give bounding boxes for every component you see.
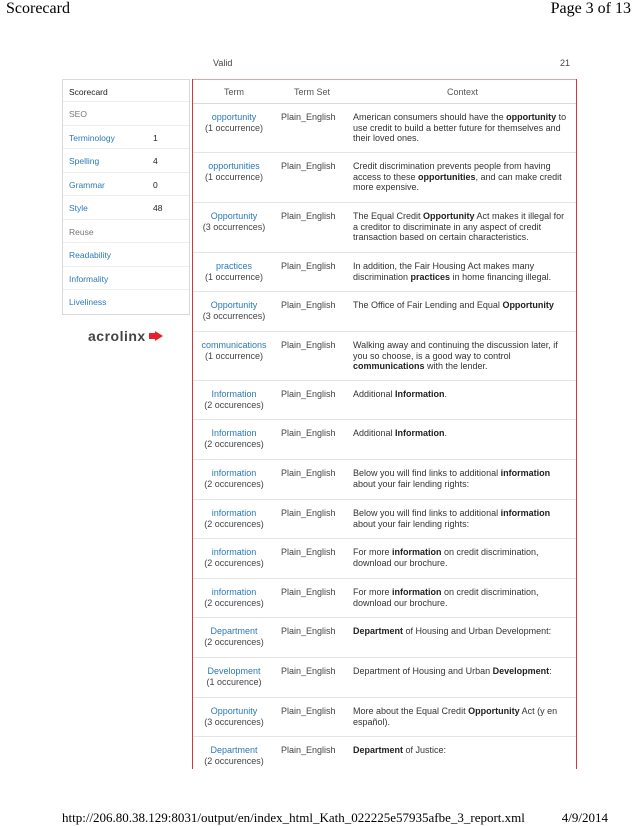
term-set-cell: Plain_English [275, 292, 349, 332]
table-row [193, 292, 576, 332]
table-row [193, 658, 576, 698]
context-text: : [549, 666, 552, 676]
occurrence-count: (2 occurences) [204, 636, 264, 647]
term-table-container [192, 79, 577, 769]
context-text: about your fair lending rights: [353, 518, 470, 529]
context-cell [349, 579, 576, 618]
table-row [193, 153, 576, 203]
sidebar-item-count: 0 [153, 179, 158, 190]
term-link[interactable]: information [211, 508, 257, 518]
acrolinx-logo [88, 328, 163, 344]
term-set-cell: Plain_English [275, 500, 349, 539]
term-cell [193, 332, 275, 381]
context-cell [349, 420, 576, 460]
occurrence-count: (2 occurences) [204, 518, 264, 529]
occurrence-count: (1 occurrence) [204, 350, 264, 361]
context-cell [349, 292, 576, 332]
context-text: of Justice: [403, 745, 447, 755]
context-text: in home financing illegal. [450, 271, 552, 282]
term-link[interactable]: information [211, 587, 257, 597]
context-text: to use credit to build a better future for themselves and their loved ones. [353, 112, 567, 143]
logo-arrow-icon [149, 331, 163, 341]
context-highlight: information [500, 468, 551, 478]
context-highlight: opportunity [506, 112, 557, 122]
context-text: . [444, 428, 448, 438]
term-set-cell: Plain_English [275, 698, 349, 737]
status-count: 21 [560, 58, 571, 68]
term-set-cell: Plain_English [275, 579, 349, 618]
context-text: More about the Equal Credit [353, 706, 469, 716]
page-number: Page 3 of 13 [550, 0, 631, 17]
context-cell [349, 203, 576, 253]
sidebar-item-style[interactable] [63, 196, 189, 220]
table-row [193, 698, 576, 737]
column-header-term-set: Term Set [275, 79, 349, 104]
occurrence-count: (1 occurrence) [204, 271, 264, 282]
context-text: For more [353, 547, 393, 557]
context-highlight: Information [395, 389, 445, 399]
term-link[interactable]: Opportunity [210, 211, 258, 221]
sidebar-item-label: Readability [69, 250, 112, 260]
sidebar-item-count: 48 [153, 203, 163, 213]
context-cell [349, 332, 576, 381]
context-text: Additional [353, 428, 396, 438]
sidebar-item-label: Informality [69, 273, 109, 284]
context-text: Act makes it illegal for a creditor to discriminate in any aspect of credit transaction based on certain characteristics. [353, 211, 565, 242]
occurrence-count: (3 occurrences) [202, 310, 266, 321]
context-highlight: Opportunity [468, 706, 520, 716]
context-highlight: information [500, 508, 551, 518]
table-row [193, 737, 576, 770]
term-cell [193, 737, 275, 770]
term-cell [193, 460, 275, 500]
term-cell [193, 381, 275, 420]
context-highlight: Information [395, 428, 445, 438]
term-cell [193, 618, 275, 658]
term-cell [193, 153, 275, 203]
context-text: . [444, 389, 448, 399]
context-highlight: communications [353, 361, 425, 371]
sidebar-item-seo[interactable] [63, 102, 189, 126]
term-set-cell: Plain_English [275, 420, 349, 460]
term-cell [193, 420, 275, 460]
term-cell [193, 579, 275, 618]
context-text: The Equal Credit [353, 211, 424, 221]
occurrence-count: (1 occurrence) [204, 171, 264, 182]
term-link[interactable]: Opportunity [210, 706, 258, 716]
sidebar-item-label: Liveliness [69, 297, 107, 307]
term-cell [193, 104, 275, 153]
column-header-context: Context [349, 79, 576, 104]
context-cell [349, 658, 576, 698]
context-cell [349, 460, 576, 500]
sidebar-item-label: Reuse [69, 226, 94, 237]
term-table [193, 79, 576, 769]
table-row [193, 539, 576, 579]
context-text: Additional [353, 389, 396, 399]
table-row [193, 460, 576, 500]
sidebar-item-reuse[interactable] [63, 220, 189, 244]
occurrence-count: (1 occurence) [206, 676, 262, 687]
term-set-cell: Plain_English [275, 658, 349, 698]
term-set-cell: Plain_English [275, 618, 349, 658]
context-highlight: Department [353, 745, 404, 755]
context-text: on credit discrimination, download our brochure. [353, 587, 539, 608]
table-row [193, 618, 576, 658]
term-set-cell: Plain_English [275, 737, 349, 770]
footer-date: 4/9/2014 [561, 810, 608, 825]
context-text: Department of Housing and Urban [353, 666, 493, 676]
sidebar-item-label: Style [69, 203, 88, 213]
term-link[interactable]: Development [207, 666, 261, 676]
sidebar-item-label: Grammar [69, 179, 105, 190]
sidebar-item-count: 1 [153, 132, 158, 143]
term-cell [193, 203, 275, 253]
occurrence-count: (2 occurences) [204, 755, 264, 766]
sidebar-item-spelling[interactable] [63, 149, 189, 173]
context-cell [349, 500, 576, 539]
context-cell [349, 104, 576, 153]
table-row [193, 203, 576, 253]
context-cell [349, 737, 576, 770]
term-link[interactable]: Information [211, 428, 257, 438]
logo-text: acrolinx [88, 328, 146, 344]
term-link[interactable]: communications [201, 340, 267, 350]
term-set-cell: Plain_English [275, 253, 349, 292]
term-cell [193, 698, 275, 737]
context-text: of Housing and Urban Development: [403, 626, 552, 636]
context-highlight: information [392, 587, 442, 597]
context-text: Below you will find links to additional [353, 468, 501, 478]
context-text: , and can make credit more expensive. [353, 171, 562, 192]
context-cell [349, 253, 576, 292]
context-highlight: practices [410, 271, 451, 282]
sidebar-item-grammar[interactable] [63, 173, 189, 197]
sidebar-item-label: SEO [69, 109, 87, 119]
table-row [193, 332, 576, 381]
context-text: In addition, the Fair Housing Act makes many discrimination [353, 261, 535, 282]
occurrence-count: (1 occurrence) [204, 122, 264, 133]
sidebar-item-liveliness[interactable] [63, 290, 189, 314]
context-text: Credit discrimination prevents people from having access to these [353, 161, 551, 182]
term-set-cell: Plain_English [275, 381, 349, 420]
term-link[interactable]: opportunity [211, 112, 257, 122]
context-highlight: information [392, 547, 442, 557]
table-row [193, 500, 576, 539]
term-cell [193, 292, 275, 332]
context-text: with the lender. [424, 361, 488, 371]
column-header-term: Term [193, 79, 275, 104]
context-cell [349, 539, 576, 579]
context-text: Below you will find links to additional [353, 508, 501, 518]
term-link[interactable]: Department [210, 745, 258, 755]
term-cell [193, 658, 275, 698]
occurrence-count: (2 occurences) [204, 557, 264, 568]
occurrence-count: (2 occurences) [204, 597, 264, 608]
context-highlight: opportunities [418, 171, 476, 182]
context-text: American consumers should have the [353, 112, 507, 122]
footer-url: http://206.80.38.129:8031/output/en/index_html_Kath_022225e57935afbe_3_report.xml [62, 810, 525, 825]
context-cell [349, 153, 576, 203]
occurrence-count: (2 occurences) [204, 399, 264, 410]
sidebar-item-label: Spelling [69, 156, 100, 166]
context-cell [349, 381, 576, 420]
term-set-cell: Plain_English [275, 203, 349, 253]
term-set-cell: Plain_English [275, 104, 349, 153]
table-row [193, 253, 576, 292]
term-link[interactable]: information [211, 468, 257, 478]
context-text: Act (y en español). [353, 706, 558, 727]
context-text: The Office of Fair Lending and Equal [353, 300, 503, 310]
occurrence-count: (3 occurrences) [202, 221, 266, 232]
sidebar-item-terminology[interactable] [63, 126, 189, 150]
sidebar-item-count: 4 [153, 156, 158, 166]
term-set-cell: Plain_English [275, 332, 349, 381]
occurrence-count: (2 occurences) [204, 438, 264, 449]
term-link[interactable]: Department [210, 626, 258, 636]
context-text: Walking away and continuing the discussion later, if you so choose, is a good way to control [353, 340, 558, 361]
page-header-title: Scorecard [6, 0, 70, 17]
context-cell [349, 618, 576, 658]
term-link[interactable]: practices [215, 261, 252, 271]
table-header-row [193, 79, 576, 104]
term-link[interactable]: opportunities [208, 161, 260, 171]
context-text: For more [353, 587, 393, 597]
occurrence-count: (3 occurences) [204, 716, 264, 727]
table-row [193, 104, 576, 153]
term-set-cell: Plain_English [275, 460, 349, 500]
term-link[interactable]: Opportunity [210, 300, 258, 310]
sidebar-item-label: Terminology [69, 132, 115, 143]
table-row [193, 381, 576, 420]
context-cell [349, 698, 576, 737]
context-text: on credit discrimination, download our brochure. [353, 547, 539, 568]
table-row [193, 579, 576, 618]
context-highlight: Department [353, 626, 404, 636]
term-link[interactable]: Information [211, 389, 257, 399]
occurrence-count: (2 occurences) [204, 478, 264, 489]
sidebar-item-readability[interactable] [63, 243, 189, 267]
context-highlight: Development [492, 666, 550, 676]
status-label: Valid [213, 58, 233, 68]
context-highlight: Opportunity [423, 211, 475, 221]
context-text: about your fair lending rights: [353, 478, 470, 489]
sidebar-item-informality[interactable] [63, 267, 189, 291]
scorecard-sidebar [62, 79, 190, 315]
context-highlight: Opportunity [502, 300, 554, 310]
table-row [193, 420, 576, 460]
term-link[interactable]: information [211, 547, 257, 557]
term-set-cell: Plain_English [275, 539, 349, 579]
sidebar-title: Scorecard [63, 80, 189, 102]
term-set-cell: Plain_English [275, 153, 349, 203]
term-cell [193, 500, 275, 539]
term-cell [193, 253, 275, 292]
term-cell [193, 539, 275, 579]
